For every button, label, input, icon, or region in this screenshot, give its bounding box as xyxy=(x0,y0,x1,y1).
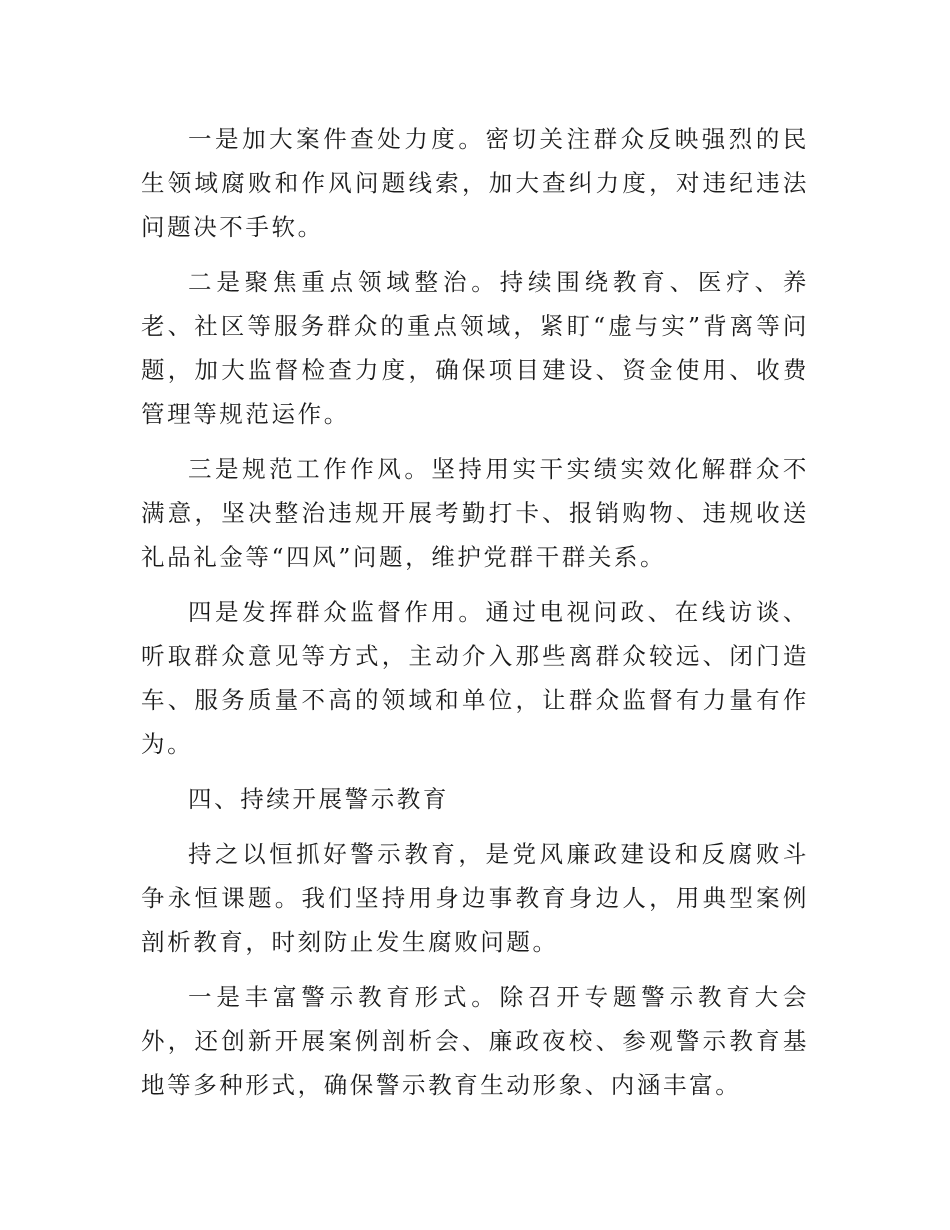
document-body xyxy=(141,117,809,1118)
section-heading: 四、持续开展警示教育 xyxy=(188,785,449,813)
paragraph-work-style: 三是规范工作作风。坚持用实干实绩实效化解群众不满意，坚决整治违规开展考勤打卡、报销购物、违规收送礼品礼金等“四风”问题，维护党群干群关系。 xyxy=(141,455,809,571)
paragraph-case-handling: 一是加大案件查处力度。密切关注群众反映强烈的民生领域腐败和作风问题线索，加大查纠力度，对违纪违法问题决不手软。 xyxy=(141,125,809,241)
paragraph-warning-intro: 持之以恒抓好警示教育，是党风廉政建设和反腐败斗争永恒课题。我们坚持用身边事教育身边人，用典型案例剖析教育，时刻防止发生腐败问题。 xyxy=(141,840,809,956)
paragraph-public-supervision: 四是发挥群众监督作用。通过电视问政、在线访谈、听取群众意见等方式，主动介入那些离群众较远、闭门造车、服务质量不高的领域和单位，让群众监督有力量有作为。 xyxy=(141,598,809,758)
paragraph-warning-forms: 一是丰富警示教育形式。除召开专题警示教育大会外，还创新开展案例剖析会、廉政夜校、参观警示教育基地等多种形式，确保警示教育生动形象、内涵丰富。 xyxy=(141,983,809,1099)
paragraph-key-areas: 二是聚焦重点领域整治。持续围绕教育、医疗、养老、社区等服务群众的重点领域，紧盯“虚与实”背离等问题，加大监督检查力度，确保项目建设、资金使用、收费管理等规范运作。 xyxy=(141,268,809,428)
